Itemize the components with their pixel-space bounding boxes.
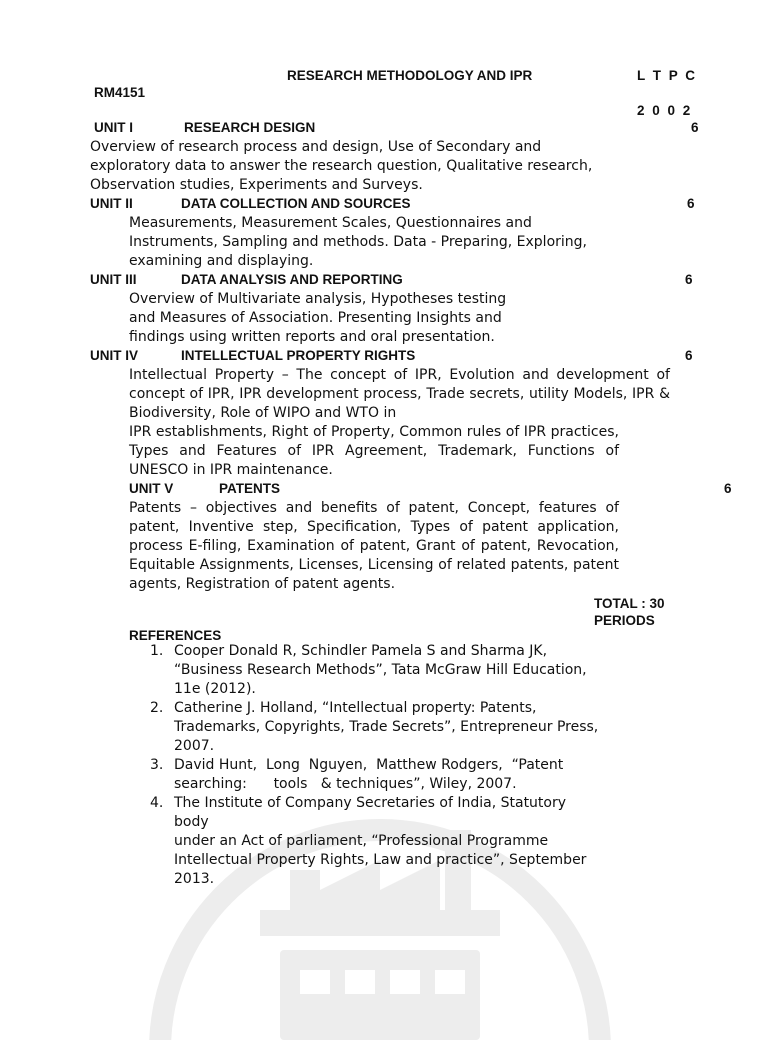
unit-hours: 6 <box>687 196 695 211</box>
total-periods: TOTAL : 30 PERIODS <box>594 596 665 628</box>
ltpc-label: L T P C <box>637 68 696 83</box>
list-item: 4. The Institute of Company Secretaries of India, Statutory body under an Act of parliament, “Professional Programme Intellectual Property Rights, Law and practice”, September 2013. <box>150 795 587 887</box>
unit-label: UNIT V <box>129 481 174 496</box>
unit-title: INTELLECTUAL PROPERTY RIGHTS <box>181 348 416 363</box>
unit-label: UNIT IV <box>90 348 139 363</box>
references-heading: REFERENCES <box>129 628 222 643</box>
unit-description: Overview of research process and design, Use of Secondary and exploratory data to answer the research question, Qualitative research, Observation studies, Experiments and Surveys. <box>90 139 593 193</box>
list-item: 1. Cooper Donald R, Schindler Pamela S and Sharma JK, “Business Research Methods”, Tata McGraw Hill Education, 11e (2012). <box>150 643 587 697</box>
unit-description: Overview of Multivariate analysis, Hypotheses testing and Measures of Association. Presenting Insights and findings using written reports and oral presentation. <box>129 291 507 345</box>
unit-hours: 6 <box>691 120 699 135</box>
unit-hours: 6 <box>724 481 732 496</box>
references-list <box>150 642 600 889</box>
ltpc-values: 2 0 0 2 <box>637 103 691 118</box>
unit-title: DATA COLLECTION AND SOURCES <box>181 196 411 211</box>
unit-description: Intellectual Property – The concept of IPR, Evolution and development of concept of IPR, IPR development process, Trade secrets, utility Models, IPR & Biodiversity, Role of WIPO and WTO in IPR establishments, Right of Property, Common rules of IPR practices, Types and Features of IPR Agreement, Trademark, Functions of UNESCO in IPR maintenance. <box>129 367 670 478</box>
unit-description: Patents – objectives and benefits of patent, Concept, features of patent, Inventive step, Specification, Types of patent application, process E-filing, Examination of patent, Grant of patent, Revocation, Equitable Assignments, Licenses, Licensing of related patents, patent agents, Registration of patent agents. <box>129 500 619 592</box>
list-item: 3. David Hunt, Long Nguyen, Matthew Rodgers, “Patent searching: tools & techniques”, Wiley, 2007. <box>150 757 564 792</box>
unit-title: PATENTS <box>219 481 281 496</box>
unit-hours: 6 <box>685 272 693 287</box>
unit-label: UNIT II <box>90 196 133 211</box>
unit-title: RESEARCH DESIGN <box>184 120 316 135</box>
unit-title: DATA ANALYSIS AND REPORTING <box>181 272 403 287</box>
course-code: RM4151 <box>94 85 146 100</box>
unit-description: Measurements, Measurement Scales, Questionnaires and Instruments, Sampling and methods. Data - Preparing, Exploring, examining and displaying. <box>129 215 587 269</box>
unit-label: UNIT I <box>94 120 133 135</box>
course-title: RESEARCH METHODOLOGY AND IPR <box>287 68 533 83</box>
unit-label: UNIT III <box>90 272 137 287</box>
unit-hours: 6 <box>685 348 693 363</box>
list-item: 2. Catherine J. Holland, “Intellectual property: Patents, Trademarks, Copyrights, Trade Secrets”, Entrepreneur Press, 2007. <box>150 700 599 754</box>
